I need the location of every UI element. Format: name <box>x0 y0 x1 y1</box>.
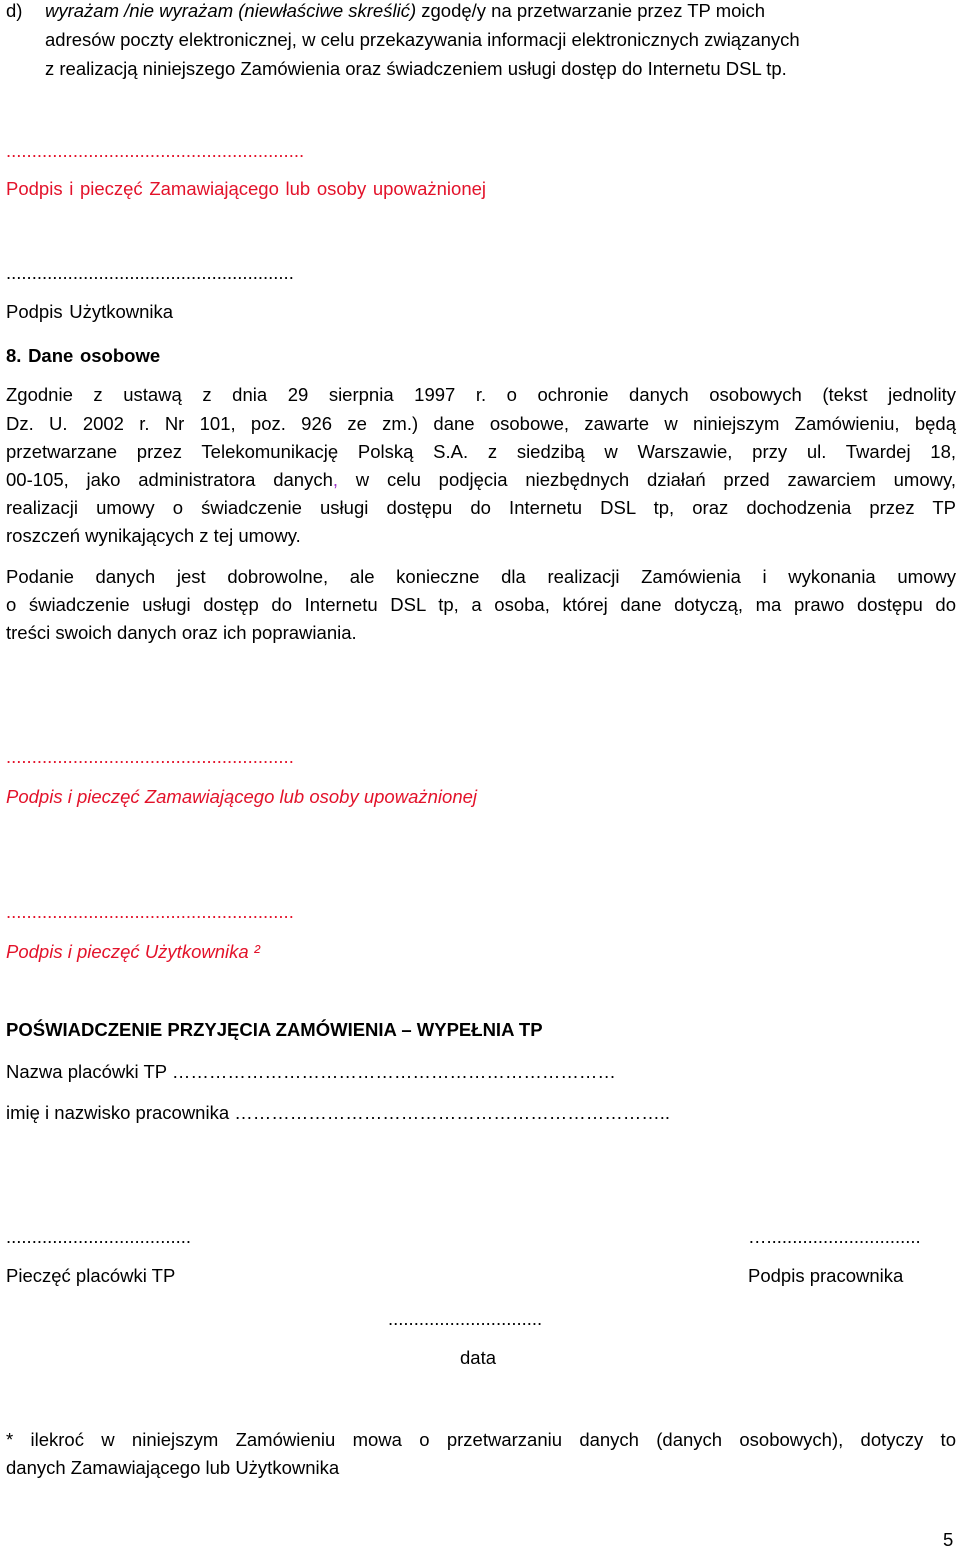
page-number: 5 <box>943 1529 954 1550</box>
signature-dots-ordering-party: .......................................................... <box>6 140 305 161</box>
branch-name-blank: ……………………………………………………………… <box>166 1061 616 1082</box>
paragraph-line: roszczeń wynikających z tej umowy. <box>6 525 301 546</box>
consent-line-1-rest: zgodę/y na przetwarzanie przez TP moich <box>416 0 766 21</box>
employee-name-field <box>6 1102 670 1124</box>
date-label: data <box>460 1347 497 1368</box>
footnote-line: * ilekroć w niniejszym Zamówieniu mowa o przetwarzaniu danych (danych osobowych), dotyczy to <box>6 1429 956 1450</box>
employee-name-label: imię i nazwisko pracownika <box>6 1102 230 1123</box>
paragraph-line-part: 00-105, jako administratora danych <box>6 469 333 490</box>
employee-name-blank: …………………………………………………………….. <box>229 1102 671 1123</box>
signature-dots-ordering-party-2: ........................................................ <box>6 746 294 767</box>
consent-line-1 <box>45 0 765 22</box>
paragraph-line <box>6 469 956 491</box>
branch-name-field <box>6 1061 616 1083</box>
footnote-line: danych Zamawiającego lub Użytkownika <box>6 1457 340 1478</box>
employee-signature-label: Podpis pracownika <box>748 1265 904 1286</box>
paragraph-line: treści swoich danych oraz ich poprawiania. <box>6 622 357 643</box>
paragraph-line: realizacji umowy o świadczenie usługi dostępu do Internetu DSL tp, oraz dochodzenia przez TP <box>6 497 956 518</box>
paragraph-line: Podanie danych jest dobrowolne, ale konieczne dla realizacji Zamówienia i wykonania umowy <box>6 566 956 587</box>
branch-name-label: Nazwa placówki TP <box>6 1061 167 1082</box>
signature-dots-user: ........................................................ <box>6 262 294 283</box>
highlighted-comma: , <box>332 469 339 490</box>
acceptance-heading: POŚWIADCZENIE PRZYJĘCIA ZAMÓWIENIA – WYPEŁNIA TP <box>6 1019 543 1040</box>
list-marker: d) <box>6 0 23 21</box>
consent-line-3: z realizacją niniejszego Zamówienia oraz świadczeniem usługi dostęp do Internetu DSL tp. <box>45 58 787 79</box>
signature-label-user: Podpis Użytkownika <box>6 301 174 322</box>
paragraph-line: Zgodnie z ustawą z dnia 29 sierpnia 1997 r. o ochronie danych osobowych (tekst jednolity <box>6 384 956 405</box>
signature-label-ordering-party: Podpis i pieczęć Zamawiającego lub osoby upoważnionej <box>6 178 487 199</box>
signature-label-user-2: Podpis i pieczęć Użytkownika ² <box>6 941 260 962</box>
branch-stamp-label: Pieczęć placówki TP <box>6 1265 176 1286</box>
signature-label-ordering-party-2: Podpis i pieczęć Zamawiającego lub osoby upoważnionej <box>6 786 478 807</box>
paragraph-line-part: w celu podjęcia niezbędnych działań przed zawarciem umowy, <box>338 469 956 490</box>
section-heading-personal-data: 8. Dane osobowe <box>6 345 161 366</box>
paragraph-line: o świadczenie usługi dostęp do Internetu DSL tp, a osoba, której dane dotyczą, ma prawo dostępu do <box>6 594 956 615</box>
branch-stamp-dots: .................................... <box>6 1226 192 1247</box>
paragraph-line: Dz. U. 2002 r. Nr 101, poz. 926 ze zm.) dane osobowe, zawarte w niniejszym Zamówieniu, będą <box>6 413 956 434</box>
employee-signature-dots: ….............................. <box>748 1226 921 1247</box>
paragraph-line: przetwarzane przez Telekomunikację Polską S.A. z siedzibą w Warszawie, przy ul. Twardej 18, <box>6 441 956 462</box>
consent-line-2: adresów poczty elektronicznej, w celu przekazywania informacji elektronicznych związanych <box>45 29 800 50</box>
consent-choice-text: wyrażam /nie wyrażam (niewłaściwe skreślić) <box>45 0 417 21</box>
signature-dots-user-2: ........................................................ <box>6 901 294 922</box>
date-dots: .............................. <box>388 1308 543 1329</box>
